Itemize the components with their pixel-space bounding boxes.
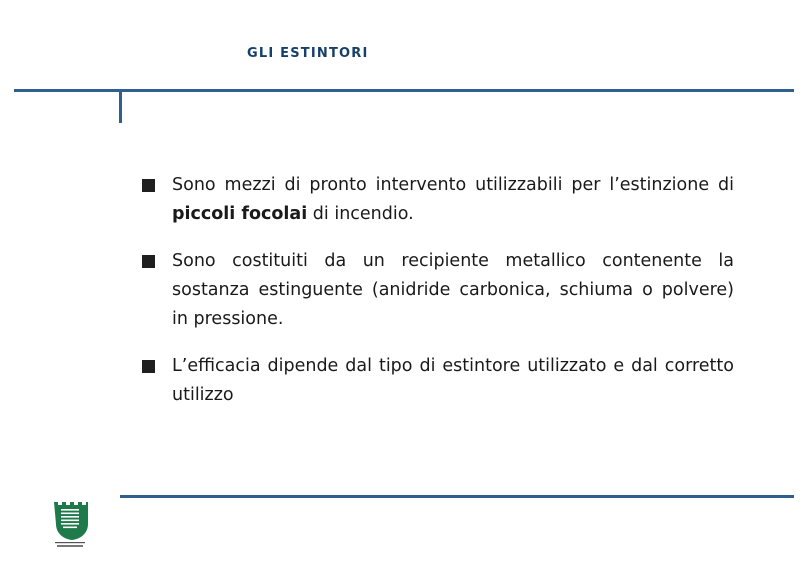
bullet-item [142, 171, 734, 229]
bottom-divider [120, 495, 794, 498]
bullet-text: Sono costituiti da un recipiente metallico contenente la sostanza estinguente (anidride carbonica, schiuma o polvere) in pressione. [172, 251, 734, 329]
square-bullet-icon [142, 360, 155, 373]
bullet-item [142, 352, 734, 410]
bullet-text-emphasis: piccoli focolai [172, 204, 308, 224]
bullet-text-start: Sono mezzi di pronto intervento utilizzabili per l’estinzione di [172, 175, 734, 195]
square-bullet-icon [142, 255, 155, 268]
bullet-list [142, 171, 734, 428]
bullet-item [142, 247, 734, 334]
bullet-text-end: di incendio. [307, 204, 414, 224]
bullet-text [172, 175, 734, 224]
slide-title: GLI ESTINTORI [247, 46, 369, 61]
square-bullet-icon [142, 179, 155, 192]
top-divider [14, 89, 794, 92]
divider-tick [119, 91, 122, 123]
bullet-text: L’efficacia dipende dal tipo di estintore utilizzato e dal corretto utilizzo [172, 356, 734, 405]
university-logo-icon [52, 500, 88, 550]
